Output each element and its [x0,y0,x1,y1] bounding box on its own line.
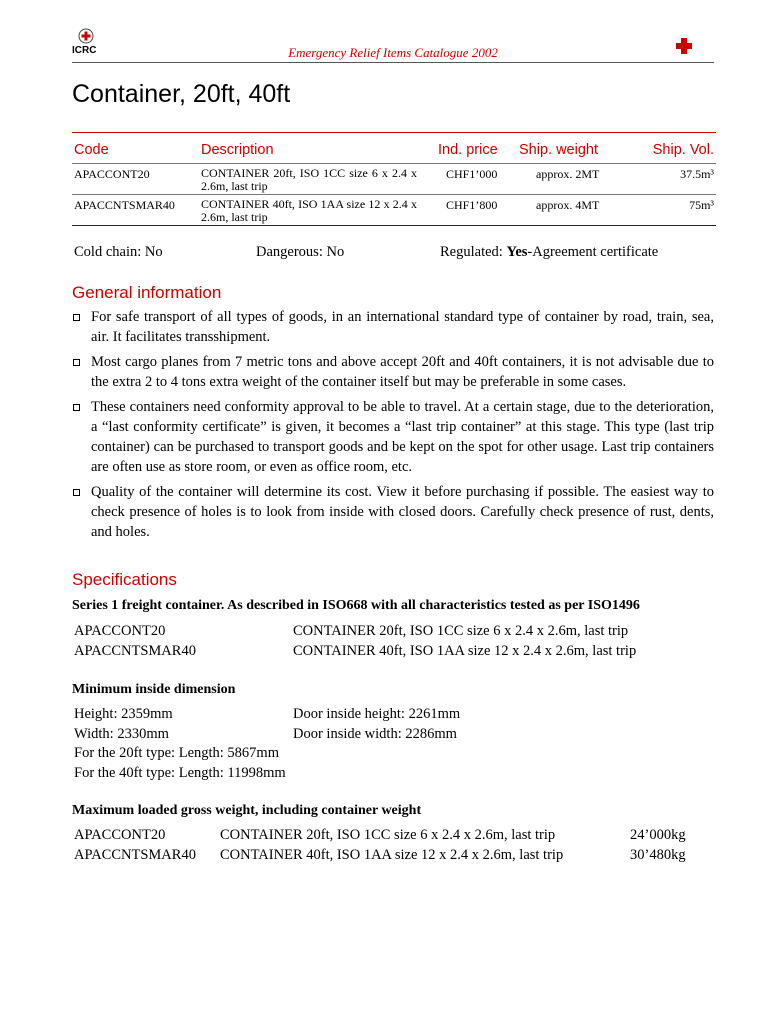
row-weight: approx. 2MT [536,167,600,181]
page-title: Container, 20ft, 40ft [72,80,291,108]
bullet-square-icon [73,359,80,366]
row-code: APACCONT20 [74,167,150,181]
row-weight: approx. 4MT [536,198,600,212]
gross-weight-title: Maximum loaded gross weight, including container weight [72,803,422,818]
bullet-text: For safe transport of all types of goods, in an international standard type of container by road, train, sea, air. It facilitates transshipment. [91,309,714,345]
bullet-text: Most cargo planes from 7 metric tons and above accept 20ft and 40ft containers, it is not advisable due to the extra 2 to 4 tons extra weight of the container itself but may be preferable in some cases. [91,354,714,390]
cold-chain: Cold chain: No [74,244,163,260]
general-info-list [72,307,714,547]
height-value: Height: 2359mm [74,706,173,722]
gross-code: APACCONT20 [74,827,166,843]
icrc-logo-text: ICRC [72,45,97,56]
row-description: CONTAINER 20ft, ISO 1CC size 6 x 2.4 x 2.6m, last trip [201,166,417,193]
bullet-text: These containers need conformity approval to be able to travel. At a certain stage, due to the deterioration, a “last conformity certificate” is given, it becomes a “last trip container” at this stage. This type (last trip container) can be purchased to transport goods and be kept on the spot for other usage. Last trip containers are often use as store room, or even as office room, etc. [91,399,714,475]
list-item [72,482,714,542]
bullet-square-icon [73,314,80,321]
series-description: CONTAINER 20ft, ISO 1CC size 6 x 2.4 x 2.6m, last trip [293,623,629,639]
row-description: CONTAINER 40ft, ISO 1AA size 12 x 2.4 x 2.6m, last trip [201,197,417,224]
row-volume: 75m³ [689,198,714,212]
table-row [72,194,716,225]
series-title: Series 1 freight container. As described in ISO668 with all characteristics tested as per ISO1496 [72,598,640,613]
row-price: CHF1’800 [446,198,498,212]
page-header [72,28,714,63]
gross-weight: 30’480kg [630,847,686,863]
specifications-heading: Specifications [72,570,177,589]
red-cross-emblem-icon [78,28,94,44]
gross-description: CONTAINER 40ft, ISO 1AA size 12 x 2.4 x 2.6m, last trip [220,847,564,863]
regulated-value: Yes [506,244,528,260]
regulated-detail: -Agreement certificate [527,244,659,260]
table-header [72,133,716,163]
regulated-label: Regulated: [440,244,507,260]
length-40ft: For the 40ft type: Length: 11998mm [74,765,286,781]
list-item [72,307,714,347]
col-weight: Ship. weight [519,142,598,158]
list-item [72,352,714,392]
bullet-text: Quality of the container will determine its cost. View it before purchasing if possible. The easiest way to check presence of holes is to look from inside with closed doors. Carefully check presence of rust, dents, and holes. [91,484,714,540]
row-code: APACCNTSMAR40 [74,198,175,212]
door-width-value: Door inside width: 2286mm [293,726,457,742]
series-code: APACCNTSMAR40 [74,643,196,659]
col-price: Ind. price [438,142,498,158]
item-table [72,132,716,226]
bullet-square-icon [73,489,80,496]
col-code: Code [74,142,109,158]
table-row [72,163,716,194]
gross-code: APACCNTSMAR40 [74,847,196,863]
general-info-heading: General information [72,283,222,302]
catalogue-title: Emergency Relief Items Catalogue 2002 [288,45,498,60]
list-item [72,397,714,477]
col-volume: Ship. Vol. [652,142,714,158]
row-volume: 37.5m³ [680,167,714,181]
series-description: CONTAINER 40ft, ISO 1AA size 12 x 2.4 x 2.6m, last trip [293,643,637,659]
col-description: Description [201,142,274,158]
regulated [440,244,658,261]
gross-description: CONTAINER 20ft, ISO 1CC size 6 x 2.4 x 2.6m, last trip [220,827,556,843]
min-dimension-title: Minimum inside dimension [72,682,236,697]
width-value: Width: 2330mm [74,726,169,742]
series-code: APACCONT20 [74,623,166,639]
bullet-square-icon [73,404,80,411]
gross-weight: 24’000kg [630,827,686,843]
dangerous: Dangerous: No [256,244,345,260]
door-height-value: Door inside height: 2261mm [293,706,461,722]
red-cross-crescent-icon [676,36,714,56]
row-price: CHF1’000 [446,167,498,181]
length-20ft: For the 20ft type: Length: 5867mm [74,745,279,761]
